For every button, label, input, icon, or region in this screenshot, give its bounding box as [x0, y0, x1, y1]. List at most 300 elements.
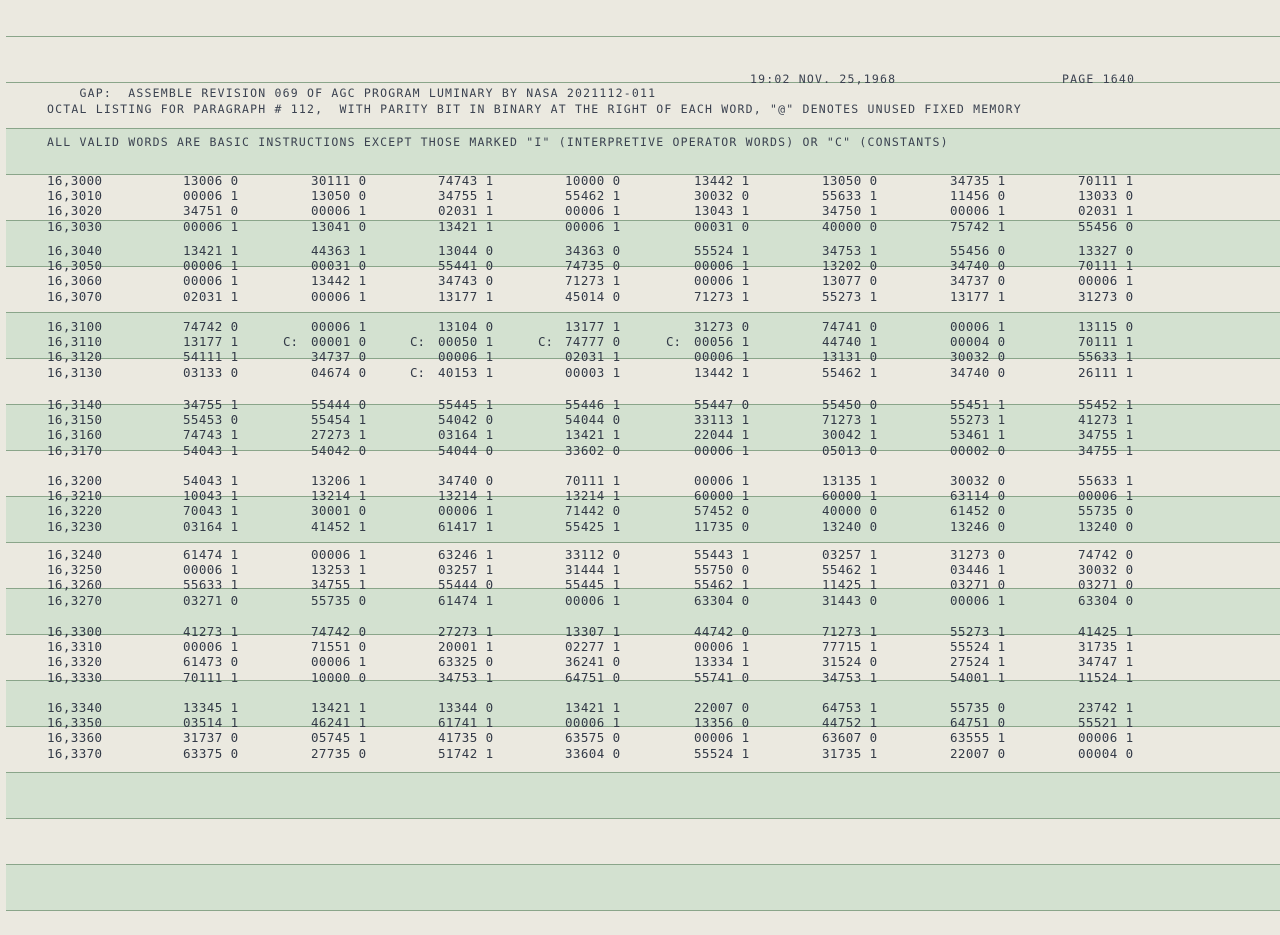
- parity-bit: 1: [997, 319, 1006, 334]
- parity-bit: 0: [741, 188, 750, 204]
- word-value: 13043: [694, 203, 734, 219]
- octal-word: [438, 593, 494, 608]
- word-value: 41273: [183, 624, 223, 639]
- word-value: 00003: [565, 364, 605, 380]
- word-value: 55441: [438, 258, 478, 274]
- parity-bit: 1: [997, 218, 1006, 234]
- octal-word: [565, 349, 621, 364]
- constant-marker: C:: [410, 364, 426, 380]
- word-value: 55454: [311, 412, 351, 428]
- octal-word: [694, 624, 750, 639]
- parity-bit: 1: [230, 473, 239, 488]
- word-value: 13115: [1078, 319, 1118, 334]
- word-value: 00004: [1078, 745, 1118, 761]
- octal-word: [311, 624, 367, 639]
- parity-bit: 1: [997, 624, 1006, 639]
- octal-word: [822, 639, 878, 654]
- octal-word: [565, 519, 621, 534]
- parity-bit: 0: [485, 577, 494, 593]
- octal-word: [822, 654, 878, 669]
- word-value: 30111: [311, 173, 351, 188]
- word-value: 61417: [438, 518, 478, 534]
- octal-word: [438, 219, 494, 234]
- octal-word: [565, 219, 621, 234]
- word-value: 03257: [822, 547, 862, 562]
- octal-word: [183, 427, 239, 442]
- word-value: 63555: [950, 730, 990, 746]
- octal-word: [950, 427, 1006, 442]
- octal-word: [311, 219, 367, 234]
- word-value: 13421: [311, 700, 351, 715]
- octal-word: [183, 412, 239, 427]
- parity-bit: 1: [869, 715, 878, 731]
- parity-bit: 0: [612, 654, 621, 670]
- word-value: 70111: [1078, 258, 1118, 274]
- parity-bit: 1: [612, 427, 621, 443]
- word-value: 10000: [311, 669, 351, 685]
- octal-word: [183, 715, 239, 730]
- parity-bit: 1: [997, 654, 1006, 670]
- parity-bit: 1: [741, 173, 750, 188]
- parity-bit: 1: [741, 745, 750, 761]
- word-value: 13050: [311, 188, 351, 204]
- parity-bit: 1: [230, 349, 239, 365]
- word-value: 00006: [565, 715, 605, 731]
- octal-word: [438, 243, 494, 258]
- word-value: 55521: [1078, 715, 1118, 731]
- parity-bit: 1: [230, 188, 239, 204]
- octal-word: [183, 730, 239, 745]
- octal-word: [822, 412, 878, 427]
- row-address: 16,3070: [47, 288, 103, 304]
- parity-bit: 1: [485, 562, 494, 578]
- parity-bit: 1: [230, 547, 239, 562]
- octal-word: [311, 715, 367, 730]
- parity-bit: 1: [1125, 473, 1134, 488]
- row-address: 16,3100: [47, 319, 103, 334]
- word-value: 55524: [694, 745, 734, 761]
- octal-word: [1078, 639, 1134, 654]
- row-address: 16,3240: [47, 547, 103, 562]
- row-address: 16,3270: [47, 592, 103, 608]
- parity-bit: 1: [612, 349, 621, 365]
- parity-bit: 1: [612, 397, 621, 412]
- parity-bit: 1: [869, 188, 878, 204]
- parity-bit: 1: [612, 624, 621, 639]
- octal-word: [183, 289, 239, 304]
- word-value: 70043: [183, 503, 223, 519]
- octal-word: [565, 488, 621, 503]
- parity-bit: 0: [485, 412, 494, 428]
- word-value: 03514: [183, 715, 223, 731]
- octal-word: [694, 577, 750, 592]
- word-value: 74742: [311, 624, 351, 639]
- word-value: 13202: [822, 258, 862, 274]
- octal-word: [694, 715, 750, 730]
- parity-bit: 0: [869, 349, 878, 365]
- word-value: 00006: [694, 273, 734, 289]
- parity-bit: 0: [997, 745, 1006, 761]
- word-value: 45014: [565, 288, 605, 304]
- octal-word: [822, 746, 878, 761]
- parity-bit: 1: [358, 288, 367, 304]
- octal-word: [822, 547, 878, 562]
- parity-bit: 0: [358, 624, 367, 639]
- word-value: 13214: [311, 488, 351, 504]
- parity-bit: 0: [612, 412, 621, 428]
- word-value: 13421: [183, 243, 223, 258]
- parity-bit: 0: [997, 188, 1006, 204]
- word-value: 41425: [1078, 624, 1118, 639]
- parity-bit: 0: [1125, 218, 1134, 234]
- word-value: 70111: [565, 473, 605, 488]
- octal-word: [311, 203, 367, 218]
- octal-word: [1078, 730, 1134, 745]
- parity-bit: 0: [612, 288, 621, 304]
- word-value: 10000: [565, 173, 605, 188]
- row-address: 16,3200: [47, 473, 103, 488]
- octal-word: [950, 746, 1006, 761]
- word-value: 55633: [183, 577, 223, 593]
- octal-word: [438, 547, 494, 562]
- octal-word: [950, 654, 1006, 669]
- parity-bit: 1: [1125, 203, 1134, 219]
- header-page-number: PAGE 1640: [1062, 72, 1136, 86]
- parity-bit: 1: [358, 577, 367, 593]
- octal-word: [694, 746, 750, 761]
- parity-bit: 1: [230, 288, 239, 304]
- octal-word: [950, 519, 1006, 534]
- row-address: 16,3170: [47, 442, 103, 458]
- parity-bit: 0: [1125, 547, 1134, 562]
- octal-word: [1078, 243, 1134, 258]
- parity-bit: 0: [358, 173, 367, 188]
- octal-word: [183, 547, 239, 562]
- octal-word: [183, 365, 239, 380]
- word-value: 00006: [694, 442, 734, 458]
- octal-word: [565, 577, 621, 592]
- row-address: 16,3120: [47, 349, 103, 365]
- octal-word: [694, 562, 750, 577]
- word-value: 13050: [822, 173, 862, 188]
- word-value: 00031: [311, 258, 351, 274]
- parity-bit: 1: [230, 273, 239, 289]
- word-value: 34755: [183, 397, 223, 412]
- octal-word: [438, 700, 494, 715]
- octal-word: [183, 670, 239, 685]
- word-value: 55453: [183, 412, 223, 428]
- parity-bit: 0: [358, 334, 367, 350]
- octal-word: [565, 273, 621, 288]
- parity-bit: 0: [1125, 562, 1134, 578]
- parity-bit: 0: [230, 730, 239, 746]
- parity-bit: 1: [741, 473, 750, 488]
- row-address: 16,3110: [47, 334, 103, 350]
- octal-word: [950, 412, 1006, 427]
- word-value: 13177: [438, 288, 478, 304]
- parity-bit: 0: [485, 243, 494, 258]
- octal-word: [438, 562, 494, 577]
- word-value: 00006: [950, 319, 990, 334]
- octal-word: [438, 577, 494, 592]
- word-value: 63246: [438, 547, 478, 562]
- parity-bit: 0: [741, 700, 750, 715]
- octal-word: [438, 412, 494, 427]
- parity-bit: 1: [741, 412, 750, 428]
- word-value: 00006: [183, 258, 223, 274]
- row-address: 16,3140: [47, 397, 103, 412]
- parity-bit: 0: [997, 349, 1006, 365]
- word-value: 00006: [311, 203, 351, 219]
- word-value: 13177: [183, 334, 223, 350]
- parity-bit: 1: [358, 715, 367, 731]
- parity-bit: 1: [230, 442, 239, 458]
- octal-word: [183, 654, 239, 669]
- word-value: 13214: [438, 488, 478, 504]
- word-value: 74777: [565, 334, 605, 350]
- parity-bit: 0: [869, 654, 878, 670]
- parity-bit: 1: [997, 592, 1006, 608]
- word-value: 55462: [822, 562, 862, 578]
- word-value: 00006: [694, 258, 734, 274]
- parity-bit: 1: [1125, 334, 1134, 350]
- parity-bit: 0: [230, 654, 239, 670]
- parity-bit: 1: [741, 577, 750, 593]
- word-value: 71442: [565, 503, 605, 519]
- octal-word: [694, 503, 750, 518]
- parity-bit: 1: [230, 562, 239, 578]
- octal-word: [183, 562, 239, 577]
- word-value: 13442: [311, 273, 351, 289]
- word-value: 00006: [694, 639, 734, 655]
- word-value: 63325: [438, 654, 478, 670]
- octal-word: [1078, 503, 1134, 518]
- word-value: 34755: [438, 188, 478, 204]
- word-value: 55273: [950, 624, 990, 639]
- parity-bit: 0: [358, 639, 367, 655]
- word-value: 34753: [822, 243, 862, 258]
- word-value: 13006: [183, 173, 223, 188]
- word-value: 55462: [694, 577, 734, 593]
- octal-word: [565, 173, 621, 188]
- parity-bit: 1: [230, 218, 239, 234]
- parity-bit: 0: [741, 518, 750, 534]
- word-value: 00006: [438, 503, 478, 519]
- word-value: 54111: [183, 349, 223, 365]
- octal-word: [950, 700, 1006, 715]
- row-address: 16,3060: [47, 273, 103, 289]
- octal-word: [311, 289, 367, 304]
- octal-word: [565, 289, 621, 304]
- word-value: 00006: [565, 203, 605, 219]
- word-value: 33604: [565, 745, 605, 761]
- octal-word: [311, 639, 367, 654]
- octal-word: [822, 562, 878, 577]
- octal-word: [438, 519, 494, 534]
- parity-bit: 0: [1125, 288, 1134, 304]
- parity-bit: 1: [230, 427, 239, 443]
- octal-word: [438, 273, 494, 288]
- word-value: 13356: [694, 715, 734, 731]
- word-value: 71273: [822, 412, 862, 428]
- octal-word: [694, 547, 750, 562]
- word-value: 63114: [950, 488, 990, 504]
- word-value: 13421: [565, 700, 605, 715]
- parity-bit: 0: [612, 547, 621, 562]
- parity-bit: 0: [485, 654, 494, 670]
- parity-bit: 1: [358, 700, 367, 715]
- parity-bit: 1: [230, 488, 239, 504]
- parity-bit: 0: [869, 518, 878, 534]
- parity-bit: 1: [869, 639, 878, 655]
- parity-bit: 0: [1125, 745, 1134, 761]
- parity-bit: 1: [869, 547, 878, 562]
- octal-word: [1078, 562, 1134, 577]
- octal-word: [694, 219, 750, 234]
- parity-bit: 0: [1125, 592, 1134, 608]
- parity-bit: 0: [869, 592, 878, 608]
- row-address: 16,3300: [47, 624, 103, 639]
- octal-word: [438, 188, 494, 203]
- word-value: 74741: [822, 319, 862, 334]
- parity-bit: 1: [869, 669, 878, 685]
- octal-word: [694, 365, 750, 380]
- parity-bit: 1: [997, 412, 1006, 428]
- octal-word: [565, 593, 621, 608]
- parity-bit: 1: [1125, 669, 1134, 685]
- octal-word: [950, 593, 1006, 608]
- word-value: 55633: [822, 188, 862, 204]
- word-value: 55462: [565, 188, 605, 204]
- parity-bit: 1: [358, 273, 367, 289]
- parity-bit: 1: [869, 624, 878, 639]
- octal-word: [822, 219, 878, 234]
- greenbar-rule: [6, 128, 1280, 129]
- word-value: 00006: [311, 319, 351, 334]
- octal-word: [950, 173, 1006, 188]
- parity-bit: 1: [612, 364, 621, 380]
- word-value: 34755: [311, 577, 351, 593]
- parity-bit: 1: [358, 562, 367, 578]
- parity-bit: 1: [358, 412, 367, 428]
- parity-bit: 0: [997, 547, 1006, 562]
- parity-bit: 0: [869, 442, 878, 458]
- word-value: 71551: [311, 639, 351, 655]
- octal-word: [438, 289, 494, 304]
- octal-word: [183, 397, 239, 412]
- octal-word: [694, 473, 750, 488]
- parity-bit: 0: [869, 258, 878, 274]
- parity-bit: 1: [997, 639, 1006, 655]
- octal-word: [1078, 258, 1134, 273]
- word-value: 40000: [822, 503, 862, 519]
- parity-bit: 0: [358, 218, 367, 234]
- parity-bit: 1: [358, 243, 367, 258]
- word-value: 55273: [822, 288, 862, 304]
- octal-word: [311, 273, 367, 288]
- octal-word: [311, 654, 367, 669]
- parity-bit: 0: [997, 715, 1006, 731]
- parity-bit: 1: [485, 624, 494, 639]
- octal-word: [565, 365, 621, 380]
- parity-bit: 0: [1125, 518, 1134, 534]
- octal-word: [694, 427, 750, 442]
- parity-bit: 1: [741, 730, 750, 746]
- parity-bit: 1: [485, 188, 494, 204]
- word-value: 04674: [311, 364, 351, 380]
- parity-bit: 0: [230, 745, 239, 761]
- parity-bit: 0: [612, 334, 621, 350]
- word-value: 54044: [438, 442, 478, 458]
- octal-word: [694, 443, 750, 458]
- parity-bit: 0: [869, 218, 878, 234]
- header-line-3: ALL VALID WORDS ARE BASIC INSTRUCTIONS EXCEPT THOSE MARKED "I" (INTERPRETIVE OPERATOR WORDS) OR "C" (CONSTANTS): [47, 135, 949, 149]
- parity-bit: 0: [741, 397, 750, 412]
- word-value: 41452: [311, 518, 351, 534]
- octal-word: [565, 639, 621, 654]
- octal-word: [183, 519, 239, 534]
- parity-bit: 1: [230, 243, 239, 258]
- row-address: 16,3160: [47, 427, 103, 443]
- word-value: 34740: [950, 364, 990, 380]
- word-value: 34747: [1078, 654, 1118, 670]
- parity-bit: 1: [485, 218, 494, 234]
- word-value: 22007: [950, 745, 990, 761]
- octal-word: [822, 319, 878, 334]
- word-value: 55445: [438, 397, 478, 412]
- parity-bit: 1: [741, 203, 750, 219]
- constant-marker: C:: [410, 334, 426, 350]
- parity-bit: 1: [741, 639, 750, 655]
- parity-bit: 1: [741, 273, 750, 289]
- word-value: 74742: [183, 319, 223, 334]
- parity-bit: 0: [358, 397, 367, 412]
- word-value: 02277: [565, 639, 605, 655]
- parity-bit: 1: [485, 547, 494, 562]
- word-value: 13077: [822, 273, 862, 289]
- parity-bit: 1: [1125, 488, 1134, 504]
- parity-bit: 1: [1125, 397, 1134, 412]
- parity-bit: 1: [612, 715, 621, 731]
- word-value: 54044: [565, 412, 605, 428]
- row-address: 16,3370: [47, 745, 103, 761]
- octal-word: [694, 397, 750, 412]
- octal-word: [950, 319, 1006, 334]
- parity-bit: 1: [230, 700, 239, 715]
- parity-bit: 1: [358, 547, 367, 562]
- octal-word: [950, 562, 1006, 577]
- parity-bit: 0: [741, 319, 750, 334]
- parity-bit: 1: [485, 518, 494, 534]
- parity-bit: 1: [485, 592, 494, 608]
- word-value: 13421: [565, 427, 605, 443]
- word-value: 55445: [565, 577, 605, 593]
- parity-bit: 0: [230, 412, 239, 428]
- parity-bit: 1: [612, 577, 621, 593]
- row-address: 16,3330: [47, 669, 103, 685]
- word-value: 71273: [694, 288, 734, 304]
- octal-word: [950, 670, 1006, 685]
- word-value: 00006: [694, 473, 734, 488]
- octal-word: [565, 562, 621, 577]
- parity-bit: 1: [1125, 349, 1134, 365]
- word-value: 00002: [950, 442, 990, 458]
- parity-bit: 1: [869, 243, 878, 258]
- octal-word: [694, 700, 750, 715]
- word-value: 30032: [1078, 562, 1118, 578]
- parity-bit: 1: [741, 258, 750, 274]
- parity-bit: 1: [485, 203, 494, 219]
